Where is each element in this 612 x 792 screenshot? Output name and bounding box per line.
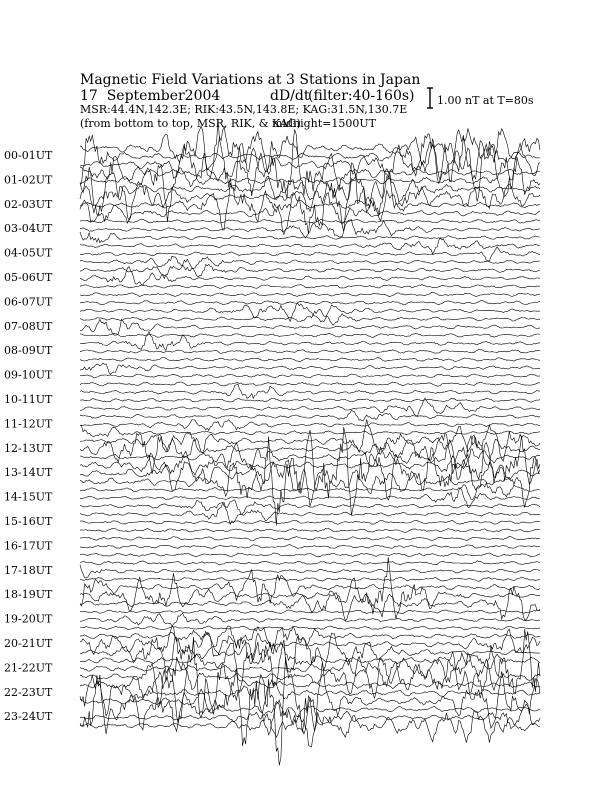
trace-22-23UT-msr	[80, 657, 540, 765]
trace-04-05UT-kag	[80, 238, 540, 254]
scale-bar	[427, 88, 433, 108]
trace-17-18UT-msr	[80, 577, 540, 581]
hour-labels	[4, 149, 53, 723]
hour-label: 14-15UT	[4, 490, 53, 504]
trace-16-17UT-kag	[80, 536, 540, 540]
trace-00-01UT-kag	[80, 126, 540, 171]
component-label: dD/dt	[270, 88, 310, 104]
hour-label: 18-19UT	[4, 588, 53, 602]
trace-07-08UT-rik	[80, 319, 540, 335]
trace-21-22UT-kag	[80, 642, 540, 685]
hour-label: 10-11UT	[4, 393, 53, 406]
trace-05-06UT-msr	[80, 284, 540, 288]
trace-05-06UT-kag	[80, 264, 540, 278]
trace-19-20UT-rik	[80, 613, 540, 626]
chart-date: 17 September2004	[80, 88, 221, 104]
hour-label: 05-06UT	[4, 271, 53, 284]
hour-label: 02-03UT	[4, 197, 53, 211]
trace-08-09UT-kag	[80, 332, 540, 351]
hour-label: 06-07UT	[4, 295, 53, 309]
trace-11-12UT-rik	[80, 420, 540, 431]
trace-16-17UT-rik	[80, 545, 540, 549]
hour-label: 01-02UT	[4, 173, 53, 187]
trace-17-18UT-kag	[80, 561, 540, 565]
hour-label: 12-13UT	[4, 441, 53, 455]
hour-label: 00-01UT	[4, 149, 53, 162]
trace-07-08UT-msr	[80, 333, 540, 337]
trace-10-11UT-rik	[80, 398, 540, 402]
trace-10-11UT-kag	[80, 384, 540, 398]
trace-02-03UT-kag	[80, 163, 540, 232]
trace-15-16UT-rik	[80, 520, 540, 524]
hour-label: 11-12UT	[4, 417, 53, 431]
trace-06-07UT-kag	[80, 292, 540, 296]
trace-06-07UT-rik	[80, 301, 540, 305]
trace-04-05UT-msr	[80, 256, 540, 268]
trace-23-24UT-msr	[80, 710, 540, 747]
trace-00-01UT-rik	[80, 130, 540, 185]
trace-19-20UT-kag	[80, 610, 540, 614]
trace-09-10UT-kag	[80, 363, 540, 374]
hour-label: 09-10UT	[4, 368, 53, 382]
trace-02-03UT-rik	[80, 183, 540, 230]
hour-label: 21-22UT	[4, 661, 53, 675]
trace-16-17UT-msr	[80, 553, 540, 557]
trace-order-note: (from bottom to top, MSR, RIK, & KAG)	[80, 117, 301, 130]
trace-09-10UT-rik	[80, 374, 540, 378]
trace-03-04UT-msr	[80, 232, 540, 243]
hour-label: 16-17UT	[4, 539, 53, 553]
trace-22-23UT-rik	[80, 675, 540, 716]
trace-07-08UT-kag	[80, 314, 540, 326]
trace-04-05UT-rik	[80, 247, 540, 261]
hour-label: 04-05UT	[4, 246, 53, 260]
hour-label: 22-23UT	[4, 685, 53, 699]
chart-title: Magnetic Field Variations at 3 Stations in Japan	[80, 72, 421, 88]
station-coordinates: MSR:44.4N,142.3E; RIK:43.5N,143.8E; KAG:31.5N,130.7E	[80, 103, 408, 116]
trace-17-18UT-rik	[80, 565, 540, 578]
trace-09-10UT-msr	[80, 382, 540, 386]
trace-20-21UT-msr	[80, 633, 540, 673]
hour-label: 07-08UT	[4, 319, 53, 333]
hour-label: 15-16UT	[4, 515, 53, 528]
scale-bar-label: 1.00 nT at T=80s	[437, 94, 534, 107]
trace-11-12UT-kag	[80, 410, 540, 421]
hour-label: 17-18UT	[4, 563, 53, 577]
midnight-note: midnight=1500UT	[272, 117, 376, 130]
traces	[80, 119, 540, 766]
hour-label: 13-14UT	[4, 466, 53, 480]
trace-08-09UT-rik	[80, 349, 540, 353]
trace-19-20UT-msr	[80, 626, 540, 630]
trace-15-16UT-msr	[80, 528, 540, 532]
trace-12-13UT-rik	[80, 433, 540, 474]
hour-label: 23-24UT	[4, 710, 53, 724]
trace-08-09UT-msr	[80, 357, 540, 361]
hour-label: 03-04UT	[4, 222, 53, 236]
hour-label: 19-20UT	[4, 612, 53, 626]
trace-20-21UT-rik	[80, 626, 540, 663]
hour-label: 20-21UT	[4, 637, 53, 650]
trace-23-24UT-rik	[80, 698, 540, 735]
hour-label: 08-09UT	[4, 344, 53, 358]
trace-13-14UT-kag	[80, 436, 540, 484]
trace-18-19UT-msr	[80, 586, 540, 621]
filter-label: (filter:40-160s)	[308, 88, 415, 104]
